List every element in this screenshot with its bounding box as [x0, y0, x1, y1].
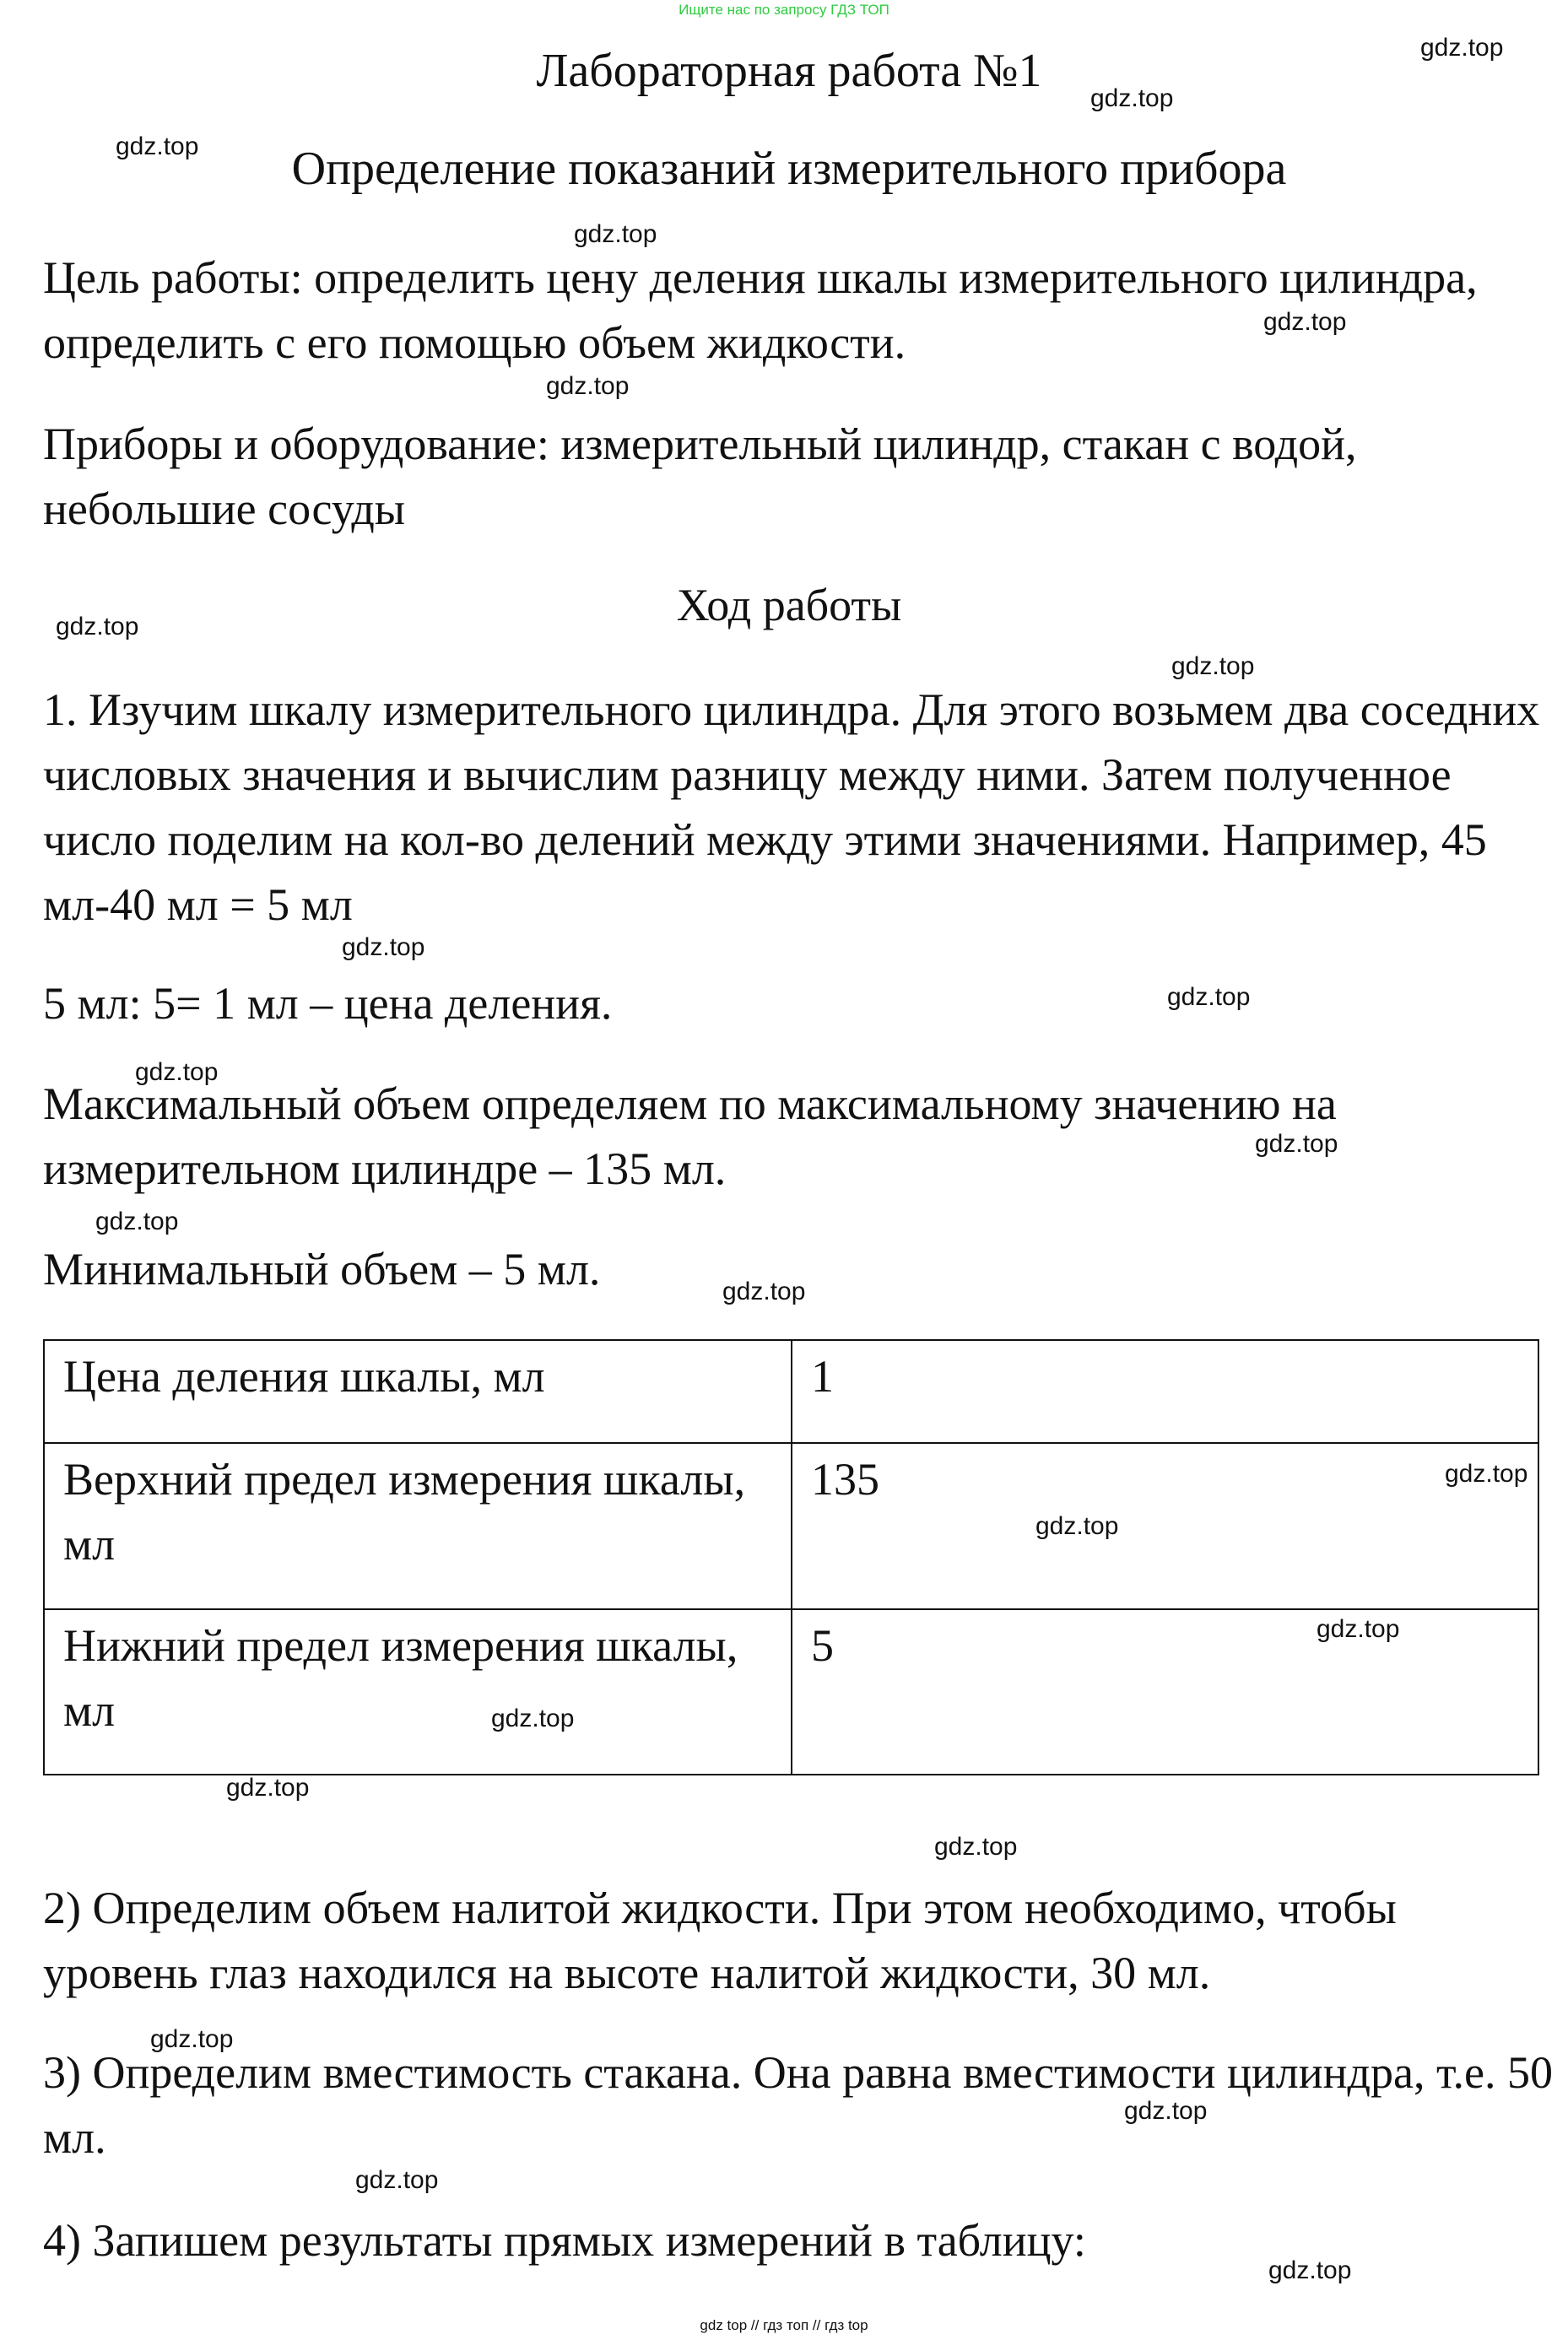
- top-banner: Ищите нас по запросу ГДЗ ТОП: [679, 2, 889, 18]
- table-row: [44, 1443, 1538, 1609]
- step1-calculation: 5 мл: 5= 1 мл – цена деления.: [43, 978, 613, 1029]
- table-cell-label: Верхний предел измерения шкалы, мл: [44, 1443, 792, 1609]
- watermark: gdz.top: [1445, 1460, 1528, 1488]
- watermark: gdz.top: [546, 372, 630, 400]
- watermark: gdz.top: [1035, 1512, 1119, 1540]
- footer: gdz top // гдз топ // гдз top: [700, 2317, 868, 2333]
- table-row: [44, 1609, 1538, 1775]
- watermark: gdz.top: [722, 1278, 806, 1305]
- watermark: gdz.top: [1268, 2256, 1352, 2284]
- step4-paragraph: 4) Запишем результаты прямых измерений в таблицу:: [43, 2215, 1086, 2266]
- table-cell-value: 1: [792, 1340, 1538, 1443]
- watermark: gdz.top: [934, 1833, 1018, 1861]
- watermark: gdz.top: [1255, 1130, 1338, 1158]
- watermark: gdz.top: [150, 2025, 234, 2053]
- table-cell-label: Нижний предел измерения шкалы, мл: [44, 1609, 792, 1775]
- goal-paragraph: Цель работы: определить цену деления шкалы измерительного цилиндра, определить с его помощью объем жидкости.: [43, 252, 1478, 368]
- table-row: [44, 1340, 1538, 1443]
- watermark: gdz.top: [1167, 983, 1251, 1011]
- page-title: Лабораторная работа №1: [536, 45, 1042, 97]
- scale-table: [43, 1339, 1539, 1775]
- equipment-paragraph: Приборы и оборудование: измерительный цилиндр, стакан с водой, небольшие сосуды: [43, 419, 1357, 534]
- watermark: gdz.top: [56, 613, 139, 640]
- watermark: gdz.top: [1317, 1615, 1400, 1643]
- watermark: gdz.top: [135, 1058, 219, 1086]
- watermark: gdz.top: [116, 132, 199, 160]
- watermark: gdz.top: [1263, 308, 1347, 336]
- watermark: gdz.top: [226, 1774, 310, 1802]
- min-volume-paragraph: Минимальный объем – 5 мл.: [43, 1244, 601, 1294]
- watermark: gdz.top: [342, 933, 425, 961]
- table-cell-value: 135: [792, 1443, 1538, 1609]
- watermark: gdz.top: [355, 2166, 439, 2194]
- page-subtitle: Определение показаний измерительного прибора: [291, 143, 1287, 195]
- table-cell-value: 5: [792, 1609, 1538, 1775]
- watermark: gdz.top: [1124, 2097, 1208, 2125]
- table-cell-label: Цена деления шкалы, мл: [44, 1340, 792, 1443]
- watermark: gdz.top: [95, 1208, 179, 1235]
- step1-paragraph: 1. Изучим шкалу измерительного цилиндра. Для этого возьмем два соседних числовых значения и вычислим разницу между ними. Затем полученное число поделим на кол-во делений между этими значениями. Например, 45 мл-40 мл = 5 мл: [43, 684, 1540, 930]
- watermark: gdz.top: [1090, 84, 1174, 112]
- watermark: gdz.top: [491, 1705, 575, 1732]
- watermark: gdz.top: [1420, 34, 1504, 62]
- watermark: gdz.top: [574, 220, 657, 248]
- progress-heading: Ход работы: [676, 580, 902, 630]
- step3-paragraph: 3) Определим вместимость стакана. Она равна вместимости цилиндра, т.е. 50 мл.: [43, 2047, 1553, 2163]
- max-volume-paragraph: Максимальный объем определяем по максимальному значению на измерительном цилиндре – 135 мл.: [43, 1078, 1337, 1194]
- watermark: gdz.top: [1171, 652, 1255, 680]
- step2-paragraph: 2) Определим объем налитой жидкости. При этом необходимо, чтобы уровень глаз находился на высоте налитой жидкости, 30 мл.: [43, 1883, 1397, 1998]
